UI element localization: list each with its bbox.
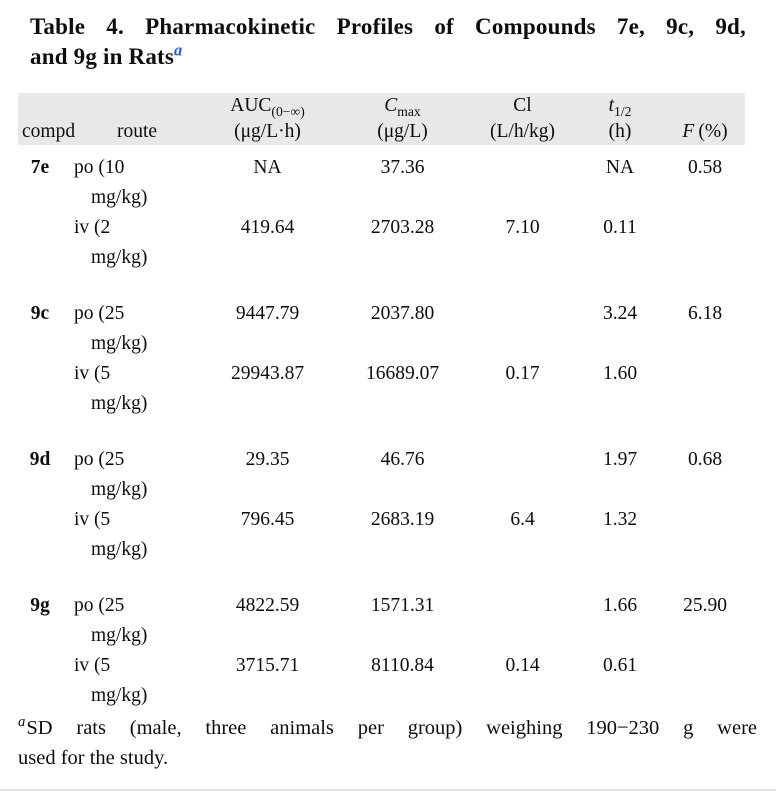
table-row	[18, 145, 745, 213]
header-cmax	[335, 93, 470, 145]
header-thalf-subscript: 1/2	[613, 103, 632, 119]
cell-cl	[470, 145, 575, 213]
cell-cmax: 16689.07	[365, 363, 440, 384]
cell-f: 0.58	[687, 157, 723, 178]
cell-auc: 29.35	[245, 449, 290, 470]
table-title-line2-text: and 9g in Rats	[30, 44, 175, 69]
page	[0, 12, 776, 797]
table-row	[18, 565, 745, 651]
table-footnote	[18, 711, 757, 773]
cell-thalf: 1.32	[602, 509, 638, 530]
route-unit-line: mg/kg)	[91, 685, 148, 706]
cell-cl	[470, 273, 575, 359]
route-dose-line: po (10	[74, 157, 125, 178]
header-cmax-symbol: C	[384, 95, 398, 116]
table-row	[18, 273, 745, 359]
cell-f: 25.90	[683, 595, 727, 616]
table-title	[30, 12, 746, 72]
footnote-line1	[18, 713, 757, 743]
cell-cl: 0.14	[505, 655, 540, 676]
cell-f: 6.18	[687, 303, 723, 324]
cell-cmax: 1571.31	[370, 595, 435, 616]
header-cmax-subscript: max	[397, 103, 421, 119]
route-unit-line: mg/kg)	[91, 333, 148, 354]
cell-route	[74, 505, 200, 565]
cell-route	[74, 145, 200, 213]
table-row	[18, 505, 745, 565]
title-footnote-marker: a	[174, 40, 183, 60]
cell-cmax: 2683.19	[370, 509, 435, 530]
cell-route	[74, 565, 200, 651]
cell-f: 0.68	[687, 449, 723, 470]
footnote-line1-text: SD rats (male, three animals per group) weighing 190−230 g were	[26, 717, 757, 739]
header-auc-symbol: AUC	[230, 95, 272, 116]
table-row	[18, 359, 745, 419]
header-row	[18, 93, 745, 145]
cell-auc: 419.64	[240, 217, 295, 238]
header-cl-symbol: Cl	[513, 95, 532, 116]
header-f-unit: (%)	[698, 121, 728, 142]
cell-cmax: 8110.84	[371, 655, 434, 676]
route-unit-line: mg/kg)	[91, 187, 148, 208]
cell-cmax: 37.36	[380, 157, 425, 178]
cell-auc: 796.45	[240, 509, 295, 530]
route-dose-line: iv (2	[74, 217, 111, 238]
table-row	[18, 213, 745, 273]
route-unit-line: mg/kg)	[91, 625, 148, 646]
header-thalf-unit: (h)	[608, 121, 632, 142]
cell-cl: 7.10	[505, 217, 540, 238]
route-unit-line: mg/kg)	[91, 539, 148, 560]
table-header	[18, 93, 745, 145]
cell-f	[665, 505, 745, 565]
cell-route	[74, 359, 200, 419]
cell-auc: 3715.71	[235, 655, 300, 676]
cell-auc: NA	[253, 157, 282, 178]
footnote-marker: a	[18, 714, 26, 731]
cell-cmax: 2037.80	[370, 303, 435, 324]
header-compd: compd	[18, 93, 74, 145]
cell-f	[665, 651, 745, 711]
table-title-line1: Table 4. Pharmacokinetic Profiles of Compounds 7e, 9c, 9d,	[30, 14, 746, 39]
cell-thalf: 3.24	[602, 303, 638, 324]
cell-thalf: NA	[605, 157, 635, 178]
header-route: route	[74, 93, 200, 145]
cell-auc: 9447.79	[235, 303, 300, 324]
header-f-symbol: F	[682, 121, 695, 142]
bottom-divider	[0, 789, 776, 791]
pharmacokinetics-table	[18, 93, 745, 711]
cell-f	[665, 359, 745, 419]
cell-compd	[18, 213, 74, 273]
route-unit-line: mg/kg)	[91, 247, 148, 268]
cell-compd: 9g	[30, 595, 50, 616]
route-dose-line: iv (5	[74, 655, 111, 676]
cell-thalf: 1.60	[602, 363, 638, 384]
cell-compd	[18, 651, 74, 711]
route-dose-line: iv (5	[74, 509, 111, 530]
cell-compd: 9c	[30, 303, 50, 324]
cell-route	[74, 419, 200, 505]
cell-compd: 9d	[29, 449, 51, 470]
route-dose-line: po (25	[74, 303, 125, 324]
header-auc-subscript: (0−∞)	[271, 103, 305, 119]
header-cl-unit: (L/h/kg)	[490, 121, 555, 142]
header-cl	[470, 93, 575, 145]
cell-f	[665, 213, 745, 273]
route-dose-line: iv (5	[74, 363, 111, 384]
table-row	[18, 419, 745, 505]
header-auc	[200, 93, 335, 145]
cell-route	[74, 213, 200, 273]
header-thalf-symbol: t	[608, 95, 614, 116]
route-unit-line: mg/kg)	[91, 393, 148, 414]
header-cmax-unit: (μg/L)	[377, 121, 428, 142]
footnote-line2: used for the study.	[18, 747, 169, 769]
cell-route	[74, 651, 200, 711]
cell-cmax: 2703.28	[370, 217, 435, 238]
cell-cl: 0.17	[505, 363, 540, 384]
cell-thalf: 1.97	[602, 449, 638, 470]
header-thalf	[575, 93, 665, 145]
cell-auc: 4822.59	[235, 595, 300, 616]
cell-cl	[470, 419, 575, 505]
route-unit-line: mg/kg)	[91, 479, 148, 500]
header-auc-unit: (μg/L·h)	[234, 121, 301, 142]
cell-compd	[18, 359, 74, 419]
cell-route	[74, 273, 200, 359]
cell-thalf: 1.66	[602, 595, 638, 616]
cell-auc: 29943.87	[230, 363, 305, 384]
route-dose-line: po (25	[74, 449, 125, 470]
table-body	[18, 145, 745, 711]
table-title-line2	[30, 42, 746, 72]
cell-thalf: 0.11	[603, 217, 637, 238]
table-row	[18, 651, 745, 711]
cell-cl	[470, 565, 575, 651]
cell-compd: 7e	[30, 157, 50, 178]
header-bioavailability	[665, 93, 745, 145]
cell-thalf: 0.61	[602, 655, 638, 676]
cell-cmax: 46.76	[380, 449, 425, 470]
cell-cl: 6.4	[510, 509, 535, 530]
route-dose-line: po (25	[74, 595, 125, 616]
cell-compd	[18, 505, 74, 565]
